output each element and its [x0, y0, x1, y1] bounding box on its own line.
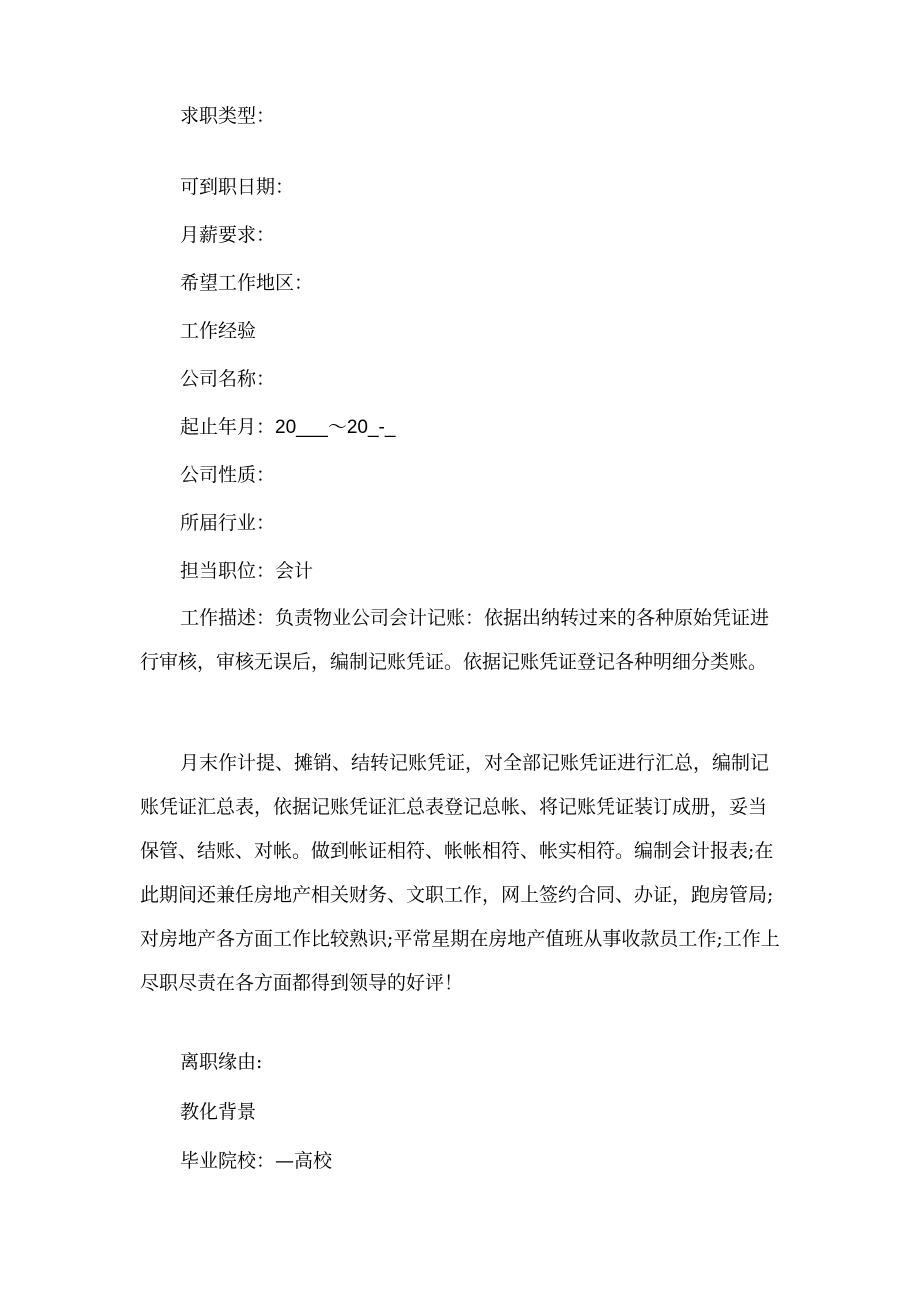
work-description: 工作描述：负责物业公司会计记账：依据出纳转过来的各种原始凭证进行审核，审核无误后，编制记账凭证。依据记账凭证登记各种明细分类账。	[140, 607, 770, 673]
salary-field: 月薪要求：	[180, 224, 276, 246]
job-type-field: 求职类型：	[180, 105, 276, 127]
industry-field: 所届行业：	[180, 512, 276, 534]
available-date-field: 可到职日期：	[180, 176, 295, 198]
company-name-field: 公司名称：	[180, 368, 276, 390]
work-experience-heading: 工作经验	[180, 320, 257, 342]
period-field	[180, 415, 395, 440]
period-label: 起止年月：	[180, 416, 276, 438]
company-type-field: 公司性质：	[180, 464, 276, 486]
period-value: 20___～20_-_	[275, 417, 396, 438]
leave-reason-field: 离职缘由:	[180, 1051, 263, 1073]
position-field: 担当职位：会计	[180, 560, 314, 582]
education-heading: 教化背景	[180, 1101, 257, 1123]
school-field: 毕业院校：—高校	[180, 1150, 333, 1172]
work-details: 月末作计提、摊销、结转记账凭证，对全部记账凭证进行汇总，编制记账凭证汇总表，依据记账凭证汇总表登记总帐、将记账凭证装订成册，妥当保管、结账、对帐。做到帐证相符、帐帐相符、帐实相符。编制会计报表;在此期间还兼任房地产相关财务、文职工作，网上签约合同、办证，跑房管局;对房地产各方面工作比较熟识;平常星期在房地产值班从事收款员工作;工作上尽职尽责在各方面都得到领导的好评！	[140, 752, 780, 994]
region-field: 希望工作地区：	[180, 272, 314, 294]
